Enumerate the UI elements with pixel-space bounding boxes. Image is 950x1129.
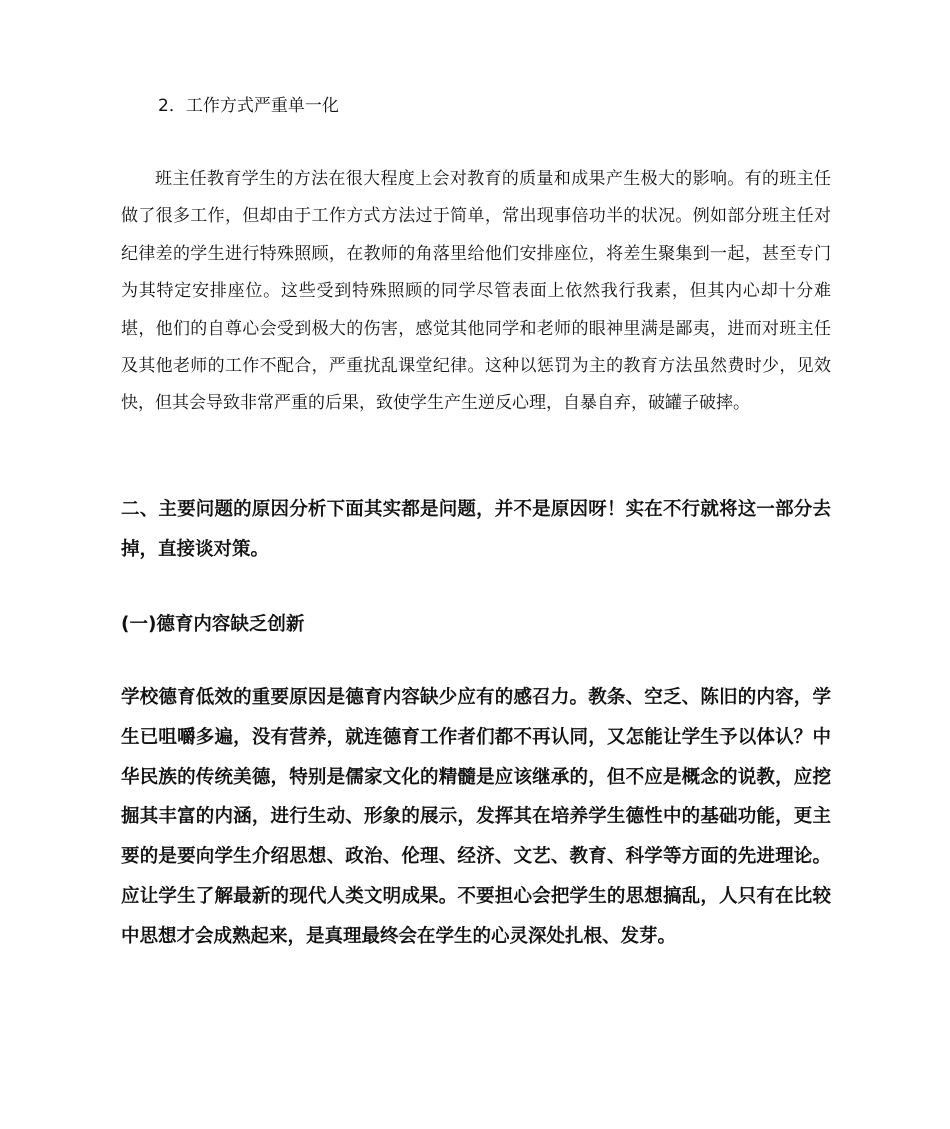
sub-section-heading: (一)德育内容缺乏创新 [121,614,305,635]
body-paragraph: 班主任教育学生的方法在很大程度上会对教育的质量和成果产生极大的影响。有的班主任做了很多工作，但却由于工作方式方法过于简单，常出现事倍功半的状况。例如部分班主任对纪律差的学生进行特殊照顾，在教师的角落里给他们安排座位，将差生聚集到一起，甚至专门为其特定安排座位。这些受到特殊照顾的同学尽管表面上依然我行我素，但其内心却十分难堪，他们的自尊心会受到极大的伤害，感觉其他同学和老师的眼神里满是鄙夷，进而对班主任及其他老师的工作不配合，严重扰乱课堂纪律。这种以惩罚为主的教育方法虽然费时少，见效快，但其会导致非常严重的后果，致使学生产生逆反心理，自暴自弃，破罐子破摔。 [121,169,831,414]
subheading: 2．工作方式严重单一化 [158,96,339,116]
section-heading: 二、主要问题的原因分析下面其实都是问题，并不是原因呀！实在不行就将这一部分去掉，直接谈对策。 [121,499,831,560]
bold-body-paragraph: 学校德育低效的重要原因是德育内容缺少应有的感召力。教条、空乏、陈旧的内容，学生已咀嚼多遍，没有营养，就连德育工作者们都不再认同，又怎能让学生予以体认？中华民族的传统美德，特别是儒家文化的精髓是应该继承的，但不应是概念的说教，应挖掘其丰富的内涵，进行生动、形象的展示，发挥其在培养学生德性中的基础功能，更主要的是要向学生介绍思想、政治、伦理、经济、文艺、教育、科学等方面的先进理论。应让学生了解最新的现代人类文明成果。不要担心会把学生的思想搞乱，人只有在比较中思想才会成熟起来，是真理最终会在学生的心灵深处扎根、发芽。 [121,687,831,947]
